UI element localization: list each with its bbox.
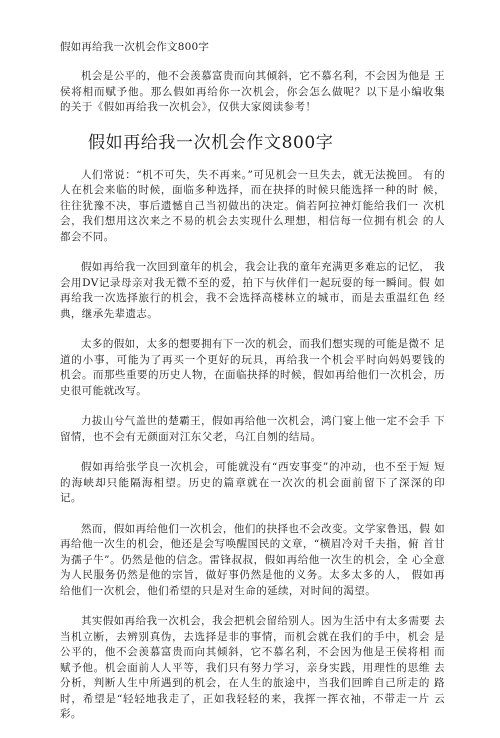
document-page [60,40,445,738]
essay-paragraph-7: 其实假如再给我一次机会，我会把机会留给别人。因为生活中有太多需要 去当机立断，去辨别真伪，去选择是非的事情，而机会就在我们的手中，机会 是公平的，他不会羡慕富贵而向其倾斜，它不慕名利，不会因为他是王侯将相 而赋予他。机会面前人人平等，我们只有努力学习，亲身实践，用理性的思维 去分析，判断人生中所遇到的机会，在人生的旅途中，当我们回眸自己所走的 路时，希望是“轻轻地我走了，正如我轻轻的来，我挥一挥衣袖，不带走一片 云彩。 [60,615,445,720]
essay-title: 假如再给我一次机会作文800字 [88,132,334,153]
essay-paragraph-2: 假如再给我一次回到童年的机会，我会让我的童年充满更多难忘的记忆， 我会用DV记录母亲对我无微不至的爱，拍下与伙伴们一起玩耍的每一瞬间。假 如再给我一次选择旅行的机会，我不会选择高楼林立的城市，而是去重温红色 经典，继承先辈遗志。 [60,261,445,320]
essay-paragraph-1: 人们常说：“机不可失，失不再来。”可见机会一旦失去，就无法挽回。 有的人在机会来临的时候，面临多种选择，而在抉择的时候只能选择一种的时 候，往往犹豫不决，事后遗憾自己当初做出的决定。倘若阿拉神灯能给我们一 次机会，我们想用这次来之不易的机会去实现什么理想，相信每一位拥有机会 的人都会不同。 [60,168,445,243]
essay-paragraph-3: 太多的假如，太多的想要拥有下一次的机会，而我们想实现的可能是微不 足道的小事，可能为了再买一个更好的玩具，再给我一个机会平时向妈妈要钱的 机会。而那些重要的历史人物，在面临抉择的时候，假如再给他们一次机会，历 史很可能就改写。 [60,338,445,397]
document-header-title: 假如再给我一次机会作文800字 [60,41,210,53]
intro-paragraph: 机会是公平的，他不会羡慕富贵而向其倾斜，它不慕名利，不会因为他是 王侯将相而赋予他。那么假如再给你一次机会，你会怎么做呢？以下是小编收集 的关于《假如再给我一次机会》，仅供大家阅读参考！ [60,70,445,113]
essay-paragraph-5: 假如再给张学良一次机会，可能就没有“西安事变”的冲动，也不至于短 短的海峡却只能隔海相望。历史的篇章就在一次次的机会面前留下了深深的印 记。 [60,461,445,504]
essay-paragraph-6: 然而，假如再给他们一次机会，他们的抉择也不会改变。文学家鲁迅，假 如再给他一次生的机会，他还是会写唤醒国民的文章，“横眉冷对千夫指，俯 首甘为孺子牛”。仍然是他的信念。雷锋叔叔，假如再给他一次生的机会，全 心全意为人民服务仍然是他的宗旨，做好事仍然是他的义务。太多太多的人， 假如再给他们一次机会，他们希望的只是对生命的延续，对时间的渴望。 [60,522,445,597]
essay-paragraph-4: 力拔山兮气盖世的楚霸王，假如再给他一次机会，鸿门宴上他一定不会手 下留情，也不会有无颜面对江东父老，乌江自刎的结局。 [60,415,445,443]
